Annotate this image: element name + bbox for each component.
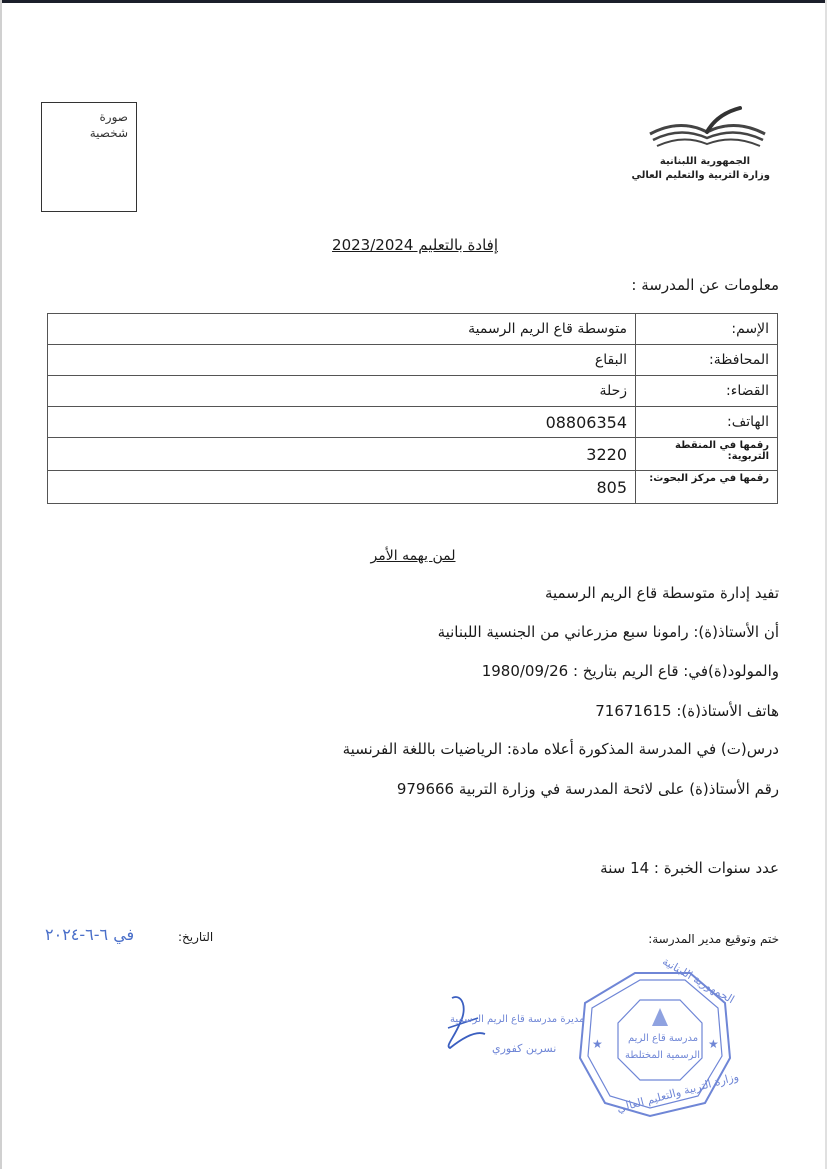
ministry-name: وزارة التربية والتعليم العالي bbox=[631, 170, 770, 181]
field-value-district: زحلة bbox=[48, 376, 636, 407]
body-line-teacher-phone: هاتف الأستاذ(ة): 71671615 bbox=[595, 702, 779, 720]
field-label-region-number: رقمها في المنقطة التربوية: bbox=[636, 438, 778, 471]
field-value-name: متوسطة قاع الريم الرسمية bbox=[48, 314, 636, 345]
scan-top-edge bbox=[0, 0, 827, 3]
cedar-icon bbox=[652, 1008, 668, 1026]
to-whom-heading: لمن يهمه الأمر bbox=[370, 548, 456, 564]
table-row bbox=[48, 314, 778, 345]
document-title: إفادة بالتعليم 2023/2024 bbox=[332, 236, 498, 254]
table-row bbox=[48, 345, 778, 376]
republic-name: الجمهورية اللبنانية bbox=[659, 156, 750, 167]
photo-label-line1: صورة bbox=[99, 110, 128, 124]
ministry-logo bbox=[631, 104, 775, 184]
body-line-subject: درس(ت) في المدرسة المذكورة أعلاه مادة: الرياضيات باللغة الفرنسية bbox=[342, 740, 779, 758]
stamp-outer-bottom: وزارة التربية والتعليم العالي bbox=[615, 1069, 741, 1116]
field-value-region-number: 3220 bbox=[48, 438, 636, 471]
experience-years: عدد سنوات الخبرة : 14 سنة bbox=[600, 859, 779, 877]
signer-name: نسرين كفوري bbox=[492, 1042, 557, 1055]
body-line-birth: والمولود(ة)في: قاع الريم بتاريخ : 1980/09/26 bbox=[481, 662, 779, 680]
field-value-governorate: البقاع bbox=[48, 345, 636, 376]
field-value-research-center-number: 805 bbox=[48, 471, 636, 504]
field-label-research-center-number: رقمها في مركز البحوث: bbox=[636, 471, 778, 504]
field-label-governorate: المحافظة: bbox=[636, 345, 778, 376]
open-book-icon bbox=[645, 104, 770, 149]
field-value-phone: 08806354 bbox=[48, 407, 636, 438]
stamp-inner-line2: الرسمية المختلطة bbox=[625, 1050, 701, 1061]
school-info-heading: معلومات عن المدرسة : bbox=[631, 276, 779, 294]
svg-text:★: ★ bbox=[592, 1037, 603, 1051]
school-info-table bbox=[47, 313, 778, 504]
table-row bbox=[48, 438, 778, 471]
table-row bbox=[48, 376, 778, 407]
field-label-phone: الهاتف: bbox=[636, 407, 778, 438]
photo-label-line2: شخصية bbox=[89, 126, 128, 140]
date-label: التاريخ: bbox=[178, 930, 214, 944]
table-row bbox=[48, 471, 778, 504]
table-row bbox=[48, 407, 778, 438]
signer-seal-text: مديرة مدرسة قاع الريم الرسمية bbox=[450, 1014, 585, 1025]
scan-left-edge bbox=[0, 0, 2, 1169]
body-line-1: تفيد إدارة متوسطة قاع الريم الرسمية bbox=[544, 584, 779, 602]
date-value: في ٦-٦-٢٠٢٤ bbox=[45, 925, 135, 944]
svg-text:★: ★ bbox=[708, 1037, 719, 1051]
body-line-ministry-number: رقم الأستاذ(ة) على لائحة المدرسة في وزارة التربية 979666 bbox=[396, 780, 779, 798]
body-line-teacher-name: أن الأستاذ(ة): رامونا سبع مزرعاني من الجنسية اللبنانية bbox=[437, 623, 779, 641]
photo-label bbox=[90, 109, 128, 141]
field-label-name: الإسم: bbox=[636, 314, 778, 345]
signature-label: ختم وتوقيع مدير المدرسة: bbox=[648, 932, 779, 946]
photo-placeholder bbox=[41, 102, 137, 212]
stamp-inner-line1: مدرسة قاع الريم bbox=[628, 1033, 699, 1044]
official-stamp bbox=[440, 954, 741, 1118]
stamp-outer-top: الجمهورية اللبنانية bbox=[660, 954, 737, 1007]
field-label-district: القضاء: bbox=[636, 376, 778, 407]
